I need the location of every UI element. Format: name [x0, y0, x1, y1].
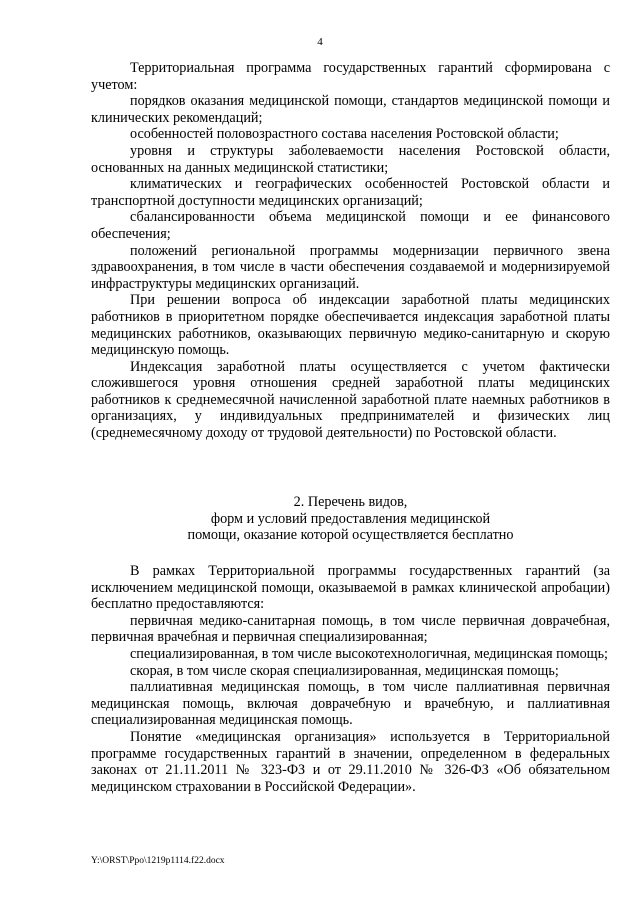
section-heading: [91, 494, 610, 544]
paragraph: При решении вопроса об индексации заработной платы медицинских работников в приоритетном порядке обеспечивается индексация заработной платы медицинских работников, оказывающих первичную медико-санитарную и скорую медицинскую помощь.: [91, 292, 610, 359]
paragraph: положений региональной программы модернизации первичного звена здравоохранения, в том числе в части обеспечения создаваемой и модернизируемой инфраструктуры медицинских организаций.: [91, 242, 610, 292]
body-text-section-2: [91, 563, 610, 795]
page-number: 4: [317, 36, 323, 48]
paragraph: Понятие «медицинская организация» используется в Территориальной программе государственных гарантий в значении, определенном в федеральных законах от 21.11.2011 № 323-ФЗ и от 29.11.2010 № 326-ФЗ «Об обязательном медицинском страховании в Российской Федерации».: [91, 728, 610, 795]
paragraph: скорая, в том числе скорая специализированная, медицинская помощь;: [130, 662, 559, 679]
paragraph: Территориальная программа государственных гарантий сформирована с учетом:: [91, 60, 610, 93]
paragraph: сбалансированности объема медицинской помощи и ее финансового обеспечения;: [91, 209, 610, 242]
paragraph: Индексация заработной платы осуществляется с учетом фактически сложившегося уровня отношения средней заработной платы медицинских работников к среднемесячной начисленной заработной плате наемных работников в организациях, у индивидуальных предпринимателей и физических лиц (среднемесячному доходу от трудовой деятельности) по Ростовской области.: [91, 358, 610, 442]
paragraph: В рамках Территориальной программы государственных гарантий (за исключением медицинской помощи, оказываемой в рамках клинической апробации) бесплатно предоставляются:: [91, 563, 610, 613]
paragraph: особенностей половозрастного состава населения Ростовской области;: [130, 126, 559, 143]
footer-file-path: Y:\ORST\Ppo\1219p1114.f22.docx: [91, 856, 225, 866]
section-heading-line: форм и условий предоставления медицинской: [210, 510, 491, 527]
section-heading-line: 2. Перечень видов,: [293, 494, 408, 510]
paragraph: паллиативная медицинская помощь, в том числе паллиативная первичная медицинская помощь, включая доврачебную и врачебную, и паллиативная специализированная медицинская помощь.: [91, 679, 610, 729]
paragraph: уровня и структуры заболеваемости населения Ростовской области, основанных на данных медицинской статистики;: [91, 142, 610, 176]
paragraph: порядков оказания медицинской помощи, стандартов медицинской помощи и клинических рекомендаций;: [91, 93, 610, 126]
body-text-section-1: [91, 60, 610, 442]
paragraph: первичная медико-санитарная помощь, в том числе первичная доврачебная, первичная врачебная и первичная специализированная;: [91, 612, 610, 646]
paragraph: специализированная, в том числе высокотехнологичная, медицинская помощь;: [130, 645, 608, 662]
section-heading-line: помощи, оказание которой осуществляется бесплатно: [187, 527, 514, 544]
paragraph: климатических и географических особенностей Ростовской области и транспортной доступности медицинских организаций;: [91, 176, 610, 209]
